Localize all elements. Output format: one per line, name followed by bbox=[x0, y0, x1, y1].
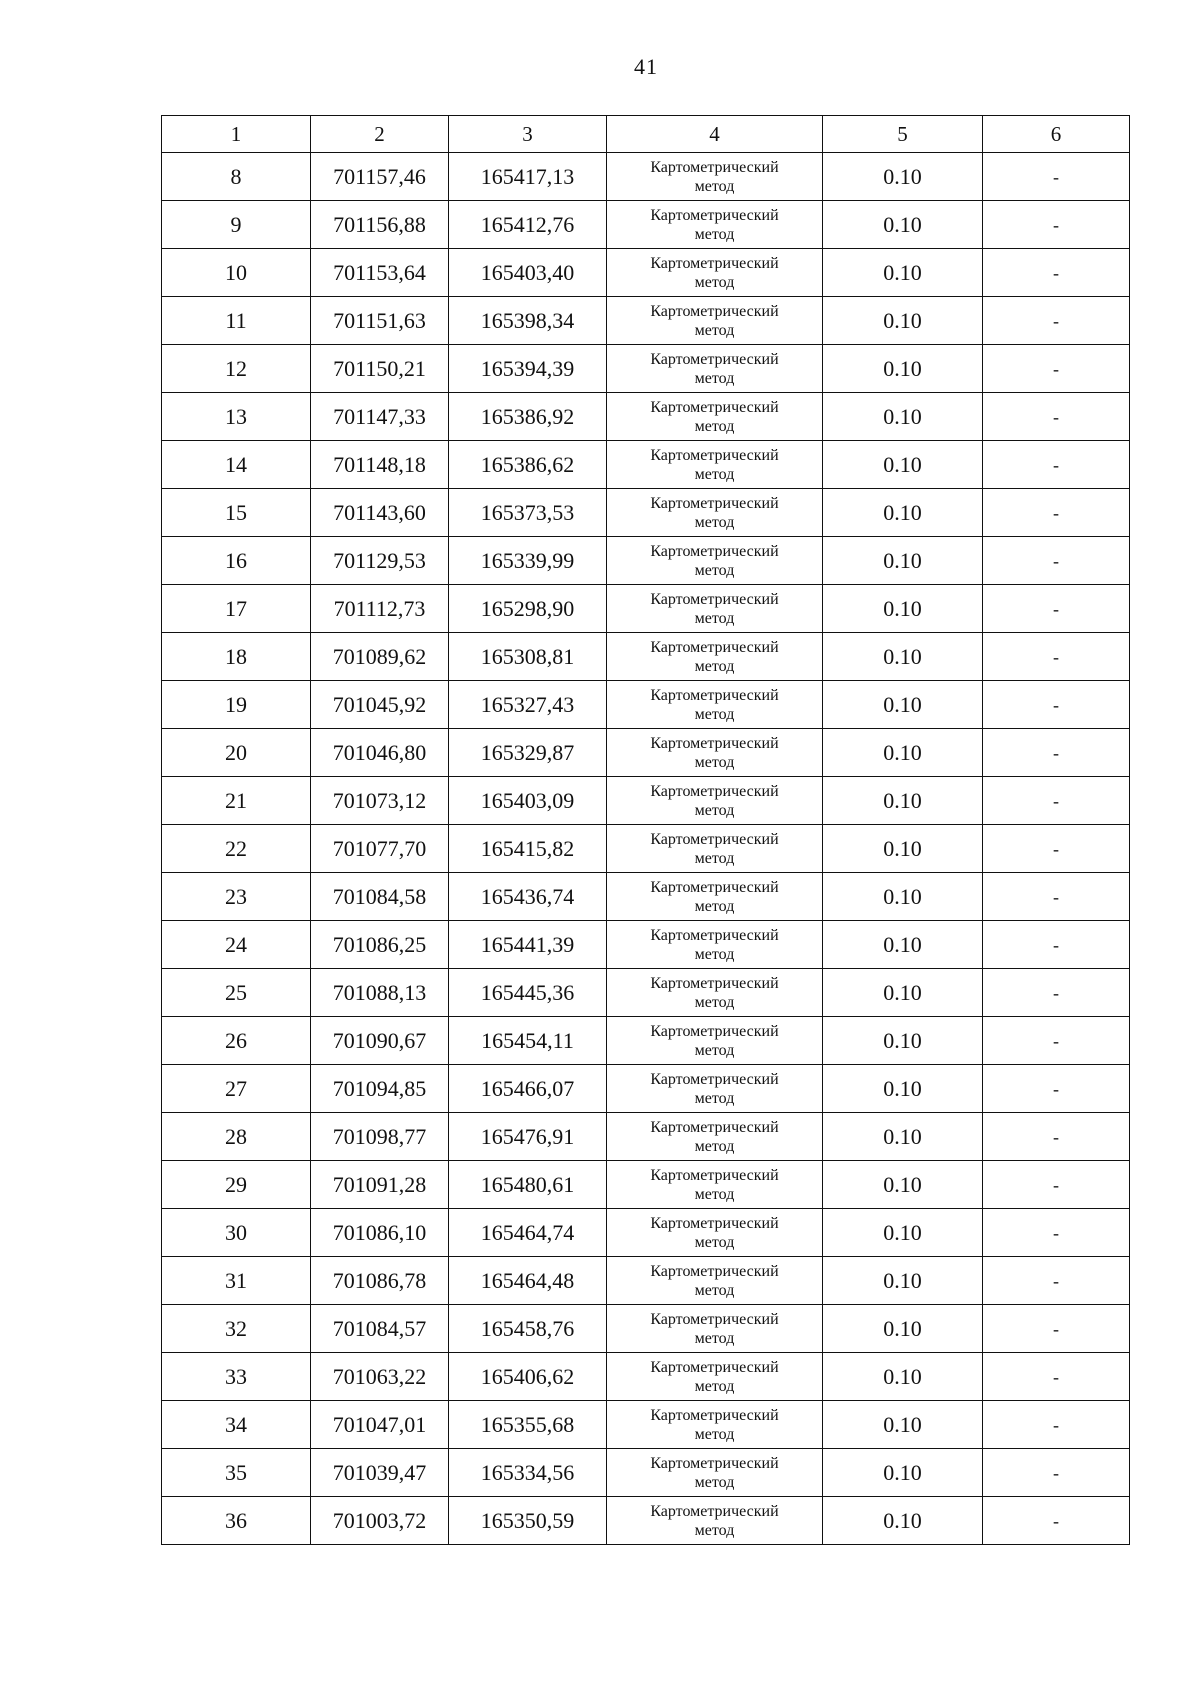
header-cell: 4 bbox=[607, 116, 823, 153]
y-coordinate-cell: 165339,99 bbox=[449, 537, 607, 585]
method-text: Картометрический метод bbox=[650, 1166, 779, 1203]
table-header-row bbox=[162, 116, 1130, 153]
note-cell: - bbox=[983, 633, 1130, 681]
accuracy-cell: 0.10 bbox=[823, 441, 983, 489]
point-number-cell: 18 bbox=[162, 633, 311, 681]
method-cell bbox=[607, 1065, 823, 1113]
note-cell: - bbox=[983, 393, 1130, 441]
method-text: Картометрический метод bbox=[650, 830, 779, 867]
method-cell bbox=[607, 249, 823, 297]
x-coordinate-cell: 701156,88 bbox=[311, 201, 449, 249]
x-coordinate-cell: 701153,64 bbox=[311, 249, 449, 297]
table-row bbox=[162, 393, 1130, 441]
point-number-cell: 36 bbox=[162, 1497, 311, 1545]
y-coordinate-cell: 165350,59 bbox=[449, 1497, 607, 1545]
y-coordinate-cell: 165386,92 bbox=[449, 393, 607, 441]
method-text: Картометрический метод bbox=[650, 542, 779, 579]
accuracy-cell: 0.10 bbox=[823, 201, 983, 249]
table-row bbox=[162, 201, 1130, 249]
y-coordinate-cell: 165445,36 bbox=[449, 969, 607, 1017]
point-number-cell: 35 bbox=[162, 1449, 311, 1497]
table-row bbox=[162, 681, 1130, 729]
point-number-cell: 24 bbox=[162, 921, 311, 969]
method-cell bbox=[607, 633, 823, 681]
method-cell bbox=[607, 873, 823, 921]
method-text: Картометрический метод bbox=[650, 782, 779, 819]
y-coordinate-cell: 165458,76 bbox=[449, 1305, 607, 1353]
y-coordinate-cell: 165480,61 bbox=[449, 1161, 607, 1209]
table-row bbox=[162, 585, 1130, 633]
method-text: Картометрический метод bbox=[650, 686, 779, 723]
method-text: Картометрический метод bbox=[650, 254, 779, 291]
table-row bbox=[162, 1401, 1130, 1449]
x-coordinate-cell: 701094,85 bbox=[311, 1065, 449, 1113]
note-cell: - bbox=[983, 969, 1130, 1017]
page-number: 41 bbox=[634, 54, 658, 79]
x-coordinate-cell: 701088,13 bbox=[311, 969, 449, 1017]
method-cell bbox=[607, 1209, 823, 1257]
x-coordinate-cell: 701045,92 bbox=[311, 681, 449, 729]
note-cell: - bbox=[983, 441, 1130, 489]
table-row bbox=[162, 1161, 1130, 1209]
table-row bbox=[162, 729, 1130, 777]
y-coordinate-cell: 165403,40 bbox=[449, 249, 607, 297]
note-cell: - bbox=[983, 1161, 1130, 1209]
method-cell bbox=[607, 1353, 823, 1401]
point-number-cell: 17 bbox=[162, 585, 311, 633]
accuracy-cell: 0.10 bbox=[823, 537, 983, 585]
y-coordinate-cell: 165436,74 bbox=[449, 873, 607, 921]
note-cell: - bbox=[983, 681, 1130, 729]
method-cell bbox=[607, 345, 823, 393]
y-coordinate-cell: 165373,53 bbox=[449, 489, 607, 537]
note-cell: - bbox=[983, 537, 1130, 585]
method-cell bbox=[607, 537, 823, 585]
accuracy-cell: 0.10 bbox=[823, 153, 983, 201]
note-cell: - bbox=[983, 201, 1130, 249]
method-cell bbox=[607, 393, 823, 441]
x-coordinate-cell: 701129,53 bbox=[311, 537, 449, 585]
header-cell: 3 bbox=[449, 116, 607, 153]
x-coordinate-cell: 701112,73 bbox=[311, 585, 449, 633]
method-cell bbox=[607, 297, 823, 345]
y-coordinate-cell: 165386,62 bbox=[449, 441, 607, 489]
method-text: Картометрический метод bbox=[650, 1214, 779, 1251]
point-number-cell: 12 bbox=[162, 345, 311, 393]
note-cell: - bbox=[983, 297, 1130, 345]
header-cell: 6 bbox=[983, 116, 1130, 153]
accuracy-cell: 0.10 bbox=[823, 777, 983, 825]
x-coordinate-cell: 701157,46 bbox=[311, 153, 449, 201]
accuracy-cell: 0.10 bbox=[823, 345, 983, 393]
method-cell bbox=[607, 825, 823, 873]
x-coordinate-cell: 701047,01 bbox=[311, 1401, 449, 1449]
point-number-cell: 33 bbox=[162, 1353, 311, 1401]
y-coordinate-cell: 165417,13 bbox=[449, 153, 607, 201]
y-coordinate-cell: 165464,48 bbox=[449, 1257, 607, 1305]
accuracy-cell: 0.10 bbox=[823, 1161, 983, 1209]
table-row bbox=[162, 873, 1130, 921]
table-row bbox=[162, 921, 1130, 969]
table-row bbox=[162, 1257, 1130, 1305]
note-cell: - bbox=[983, 489, 1130, 537]
x-coordinate-cell: 701086,78 bbox=[311, 1257, 449, 1305]
table-row bbox=[162, 1017, 1130, 1065]
accuracy-cell: 0.10 bbox=[823, 1449, 983, 1497]
method-text: Картометрический метод bbox=[650, 734, 779, 771]
table-row bbox=[162, 825, 1130, 873]
point-number-cell: 23 bbox=[162, 873, 311, 921]
y-coordinate-cell: 165412,76 bbox=[449, 201, 607, 249]
accuracy-cell: 0.10 bbox=[823, 681, 983, 729]
x-coordinate-cell: 701073,12 bbox=[311, 777, 449, 825]
x-coordinate-cell: 701151,63 bbox=[311, 297, 449, 345]
method-text: Картометрический метод bbox=[650, 1262, 779, 1299]
note-cell: - bbox=[983, 1065, 1130, 1113]
table-row bbox=[162, 249, 1130, 297]
y-coordinate-cell: 165403,09 bbox=[449, 777, 607, 825]
method-cell bbox=[607, 1305, 823, 1353]
note-cell: - bbox=[983, 1257, 1130, 1305]
point-number-cell: 30 bbox=[162, 1209, 311, 1257]
method-cell bbox=[607, 1497, 823, 1545]
table-row bbox=[162, 489, 1130, 537]
accuracy-cell: 0.10 bbox=[823, 1497, 983, 1545]
x-coordinate-cell: 701089,62 bbox=[311, 633, 449, 681]
y-coordinate-cell: 165466,07 bbox=[449, 1065, 607, 1113]
method-text: Картометрический метод bbox=[650, 1118, 779, 1155]
y-coordinate-cell: 165476,91 bbox=[449, 1113, 607, 1161]
x-coordinate-cell: 701084,57 bbox=[311, 1305, 449, 1353]
method-cell bbox=[607, 153, 823, 201]
accuracy-cell: 0.10 bbox=[823, 921, 983, 969]
x-coordinate-cell: 701003,72 bbox=[311, 1497, 449, 1545]
table-row bbox=[162, 153, 1130, 201]
y-coordinate-cell: 165327,43 bbox=[449, 681, 607, 729]
point-number-cell: 28 bbox=[162, 1113, 311, 1161]
x-coordinate-cell: 701150,21 bbox=[311, 345, 449, 393]
method-cell bbox=[607, 1161, 823, 1209]
accuracy-cell: 0.10 bbox=[823, 1209, 983, 1257]
table-body bbox=[162, 116, 1130, 1545]
table-row bbox=[162, 345, 1130, 393]
method-cell bbox=[607, 1113, 823, 1161]
table-row bbox=[162, 297, 1130, 345]
x-coordinate-cell: 701084,58 bbox=[311, 873, 449, 921]
method-cell bbox=[607, 489, 823, 537]
y-coordinate-cell: 165355,68 bbox=[449, 1401, 607, 1449]
note-cell: - bbox=[983, 777, 1130, 825]
note-cell: - bbox=[983, 1113, 1130, 1161]
method-text: Картометрический метод bbox=[650, 1454, 779, 1491]
accuracy-cell: 0.10 bbox=[823, 873, 983, 921]
note-cell: - bbox=[983, 1305, 1130, 1353]
y-coordinate-cell: 165394,39 bbox=[449, 345, 607, 393]
method-text: Картометрический метод bbox=[650, 590, 779, 627]
method-text: Картометрический метод bbox=[650, 1358, 779, 1395]
accuracy-cell: 0.10 bbox=[823, 489, 983, 537]
accuracy-cell: 0.10 bbox=[823, 1305, 983, 1353]
x-coordinate-cell: 701098,77 bbox=[311, 1113, 449, 1161]
note-cell: - bbox=[983, 873, 1130, 921]
x-coordinate-cell: 701090,67 bbox=[311, 1017, 449, 1065]
y-coordinate-cell: 165308,81 bbox=[449, 633, 607, 681]
note-cell: - bbox=[983, 729, 1130, 777]
note-cell: - bbox=[983, 1017, 1130, 1065]
accuracy-cell: 0.10 bbox=[823, 1353, 983, 1401]
x-coordinate-cell: 701077,70 bbox=[311, 825, 449, 873]
x-coordinate-cell: 701086,25 bbox=[311, 921, 449, 969]
x-coordinate-cell: 701147,33 bbox=[311, 393, 449, 441]
y-coordinate-cell: 165454,11 bbox=[449, 1017, 607, 1065]
note-cell: - bbox=[983, 1353, 1130, 1401]
method-text: Картометрический метод bbox=[650, 446, 779, 483]
accuracy-cell: 0.10 bbox=[823, 633, 983, 681]
x-coordinate-cell: 701143,60 bbox=[311, 489, 449, 537]
table-row bbox=[162, 1449, 1130, 1497]
accuracy-cell: 0.10 bbox=[823, 825, 983, 873]
method-text: Картометрический метод bbox=[650, 398, 779, 435]
point-number-cell: 31 bbox=[162, 1257, 311, 1305]
point-number-cell: 10 bbox=[162, 249, 311, 297]
point-number-cell: 29 bbox=[162, 1161, 311, 1209]
method-cell bbox=[607, 729, 823, 777]
note-cell: - bbox=[983, 1209, 1130, 1257]
note-cell: - bbox=[983, 1449, 1130, 1497]
method-text: Картометрический метод bbox=[650, 206, 779, 243]
method-cell bbox=[607, 201, 823, 249]
table-row bbox=[162, 441, 1130, 489]
method-cell bbox=[607, 777, 823, 825]
method-text: Картометрический метод bbox=[650, 1406, 779, 1443]
y-coordinate-cell: 165441,39 bbox=[449, 921, 607, 969]
y-coordinate-cell: 165464,74 bbox=[449, 1209, 607, 1257]
y-coordinate-cell: 165398,34 bbox=[449, 297, 607, 345]
method-cell bbox=[607, 1257, 823, 1305]
table-row bbox=[162, 537, 1130, 585]
method-cell bbox=[607, 969, 823, 1017]
y-coordinate-cell: 165415,82 bbox=[449, 825, 607, 873]
method-cell bbox=[607, 1449, 823, 1497]
method-text: Картометрический метод bbox=[650, 1310, 779, 1347]
point-number-cell: 16 bbox=[162, 537, 311, 585]
accuracy-cell: 0.10 bbox=[823, 1113, 983, 1161]
coordinates-table bbox=[161, 115, 1130, 1545]
note-cell: - bbox=[983, 249, 1130, 297]
accuracy-cell: 0.10 bbox=[823, 1017, 983, 1065]
method-cell bbox=[607, 585, 823, 633]
table-row bbox=[162, 1065, 1130, 1113]
y-coordinate-cell: 165298,90 bbox=[449, 585, 607, 633]
table-row bbox=[162, 969, 1130, 1017]
note-cell: - bbox=[983, 1497, 1130, 1545]
x-coordinate-cell: 701086,10 bbox=[311, 1209, 449, 1257]
table-row bbox=[162, 1305, 1130, 1353]
point-number-cell: 22 bbox=[162, 825, 311, 873]
point-number-cell: 19 bbox=[162, 681, 311, 729]
x-coordinate-cell: 701148,18 bbox=[311, 441, 449, 489]
table-row bbox=[162, 633, 1130, 681]
point-number-cell: 32 bbox=[162, 1305, 311, 1353]
accuracy-cell: 0.10 bbox=[823, 297, 983, 345]
point-number-cell: 27 bbox=[162, 1065, 311, 1113]
point-number-cell: 13 bbox=[162, 393, 311, 441]
method-text: Картометрический метод bbox=[650, 1070, 779, 1107]
table-row bbox=[162, 1209, 1130, 1257]
method-cell bbox=[607, 1401, 823, 1449]
y-coordinate-cell: 165329,87 bbox=[449, 729, 607, 777]
note-cell: - bbox=[983, 153, 1130, 201]
point-number-cell: 25 bbox=[162, 969, 311, 1017]
note-cell: - bbox=[983, 1401, 1130, 1449]
accuracy-cell: 0.10 bbox=[823, 1401, 983, 1449]
method-cell bbox=[607, 441, 823, 489]
point-number-cell: 14 bbox=[162, 441, 311, 489]
note-cell: - bbox=[983, 345, 1130, 393]
header-cell: 2 bbox=[311, 116, 449, 153]
y-coordinate-cell: 165334,56 bbox=[449, 1449, 607, 1497]
accuracy-cell: 0.10 bbox=[823, 1065, 983, 1113]
method-text: Картометрический метод bbox=[650, 350, 779, 387]
method-text: Картометрический метод bbox=[650, 1022, 779, 1059]
table-row bbox=[162, 1353, 1130, 1401]
point-number-cell: 8 bbox=[162, 153, 311, 201]
method-text: Картометрический метод bbox=[650, 878, 779, 915]
x-coordinate-cell: 701039,47 bbox=[311, 1449, 449, 1497]
point-number-cell: 9 bbox=[162, 201, 311, 249]
note-cell: - bbox=[983, 921, 1130, 969]
method-text: Картометрический метод bbox=[650, 926, 779, 963]
accuracy-cell: 0.10 bbox=[823, 393, 983, 441]
table-row bbox=[162, 1497, 1130, 1545]
table-row bbox=[162, 1113, 1130, 1161]
accuracy-cell: 0.10 bbox=[823, 585, 983, 633]
method-text: Картометрический метод bbox=[650, 974, 779, 1011]
x-coordinate-cell: 701091,28 bbox=[311, 1161, 449, 1209]
method-text: Картометрический метод bbox=[650, 494, 779, 531]
point-number-cell: 11 bbox=[162, 297, 311, 345]
header-cell: 5 bbox=[823, 116, 983, 153]
method-text: Картометрический метод bbox=[650, 158, 779, 195]
point-number-cell: 15 bbox=[162, 489, 311, 537]
point-number-cell: 34 bbox=[162, 1401, 311, 1449]
accuracy-cell: 0.10 bbox=[823, 1257, 983, 1305]
method-cell bbox=[607, 921, 823, 969]
y-coordinate-cell: 165406,62 bbox=[449, 1353, 607, 1401]
note-cell: - bbox=[983, 585, 1130, 633]
method-text: Картометрический метод bbox=[650, 638, 779, 675]
x-coordinate-cell: 701063,22 bbox=[311, 1353, 449, 1401]
method-text: Картометрический метод bbox=[650, 1502, 779, 1539]
method-cell bbox=[607, 681, 823, 729]
point-number-cell: 26 bbox=[162, 1017, 311, 1065]
x-coordinate-cell: 701046,80 bbox=[311, 729, 449, 777]
method-text: Картометрический метод bbox=[650, 302, 779, 339]
header-cell: 1 bbox=[162, 116, 311, 153]
point-number-cell: 20 bbox=[162, 729, 311, 777]
table-row bbox=[162, 777, 1130, 825]
accuracy-cell: 0.10 bbox=[823, 729, 983, 777]
note-cell: - bbox=[983, 825, 1130, 873]
method-cell bbox=[607, 1017, 823, 1065]
accuracy-cell: 0.10 bbox=[823, 969, 983, 1017]
point-number-cell: 21 bbox=[162, 777, 311, 825]
accuracy-cell: 0.10 bbox=[823, 249, 983, 297]
